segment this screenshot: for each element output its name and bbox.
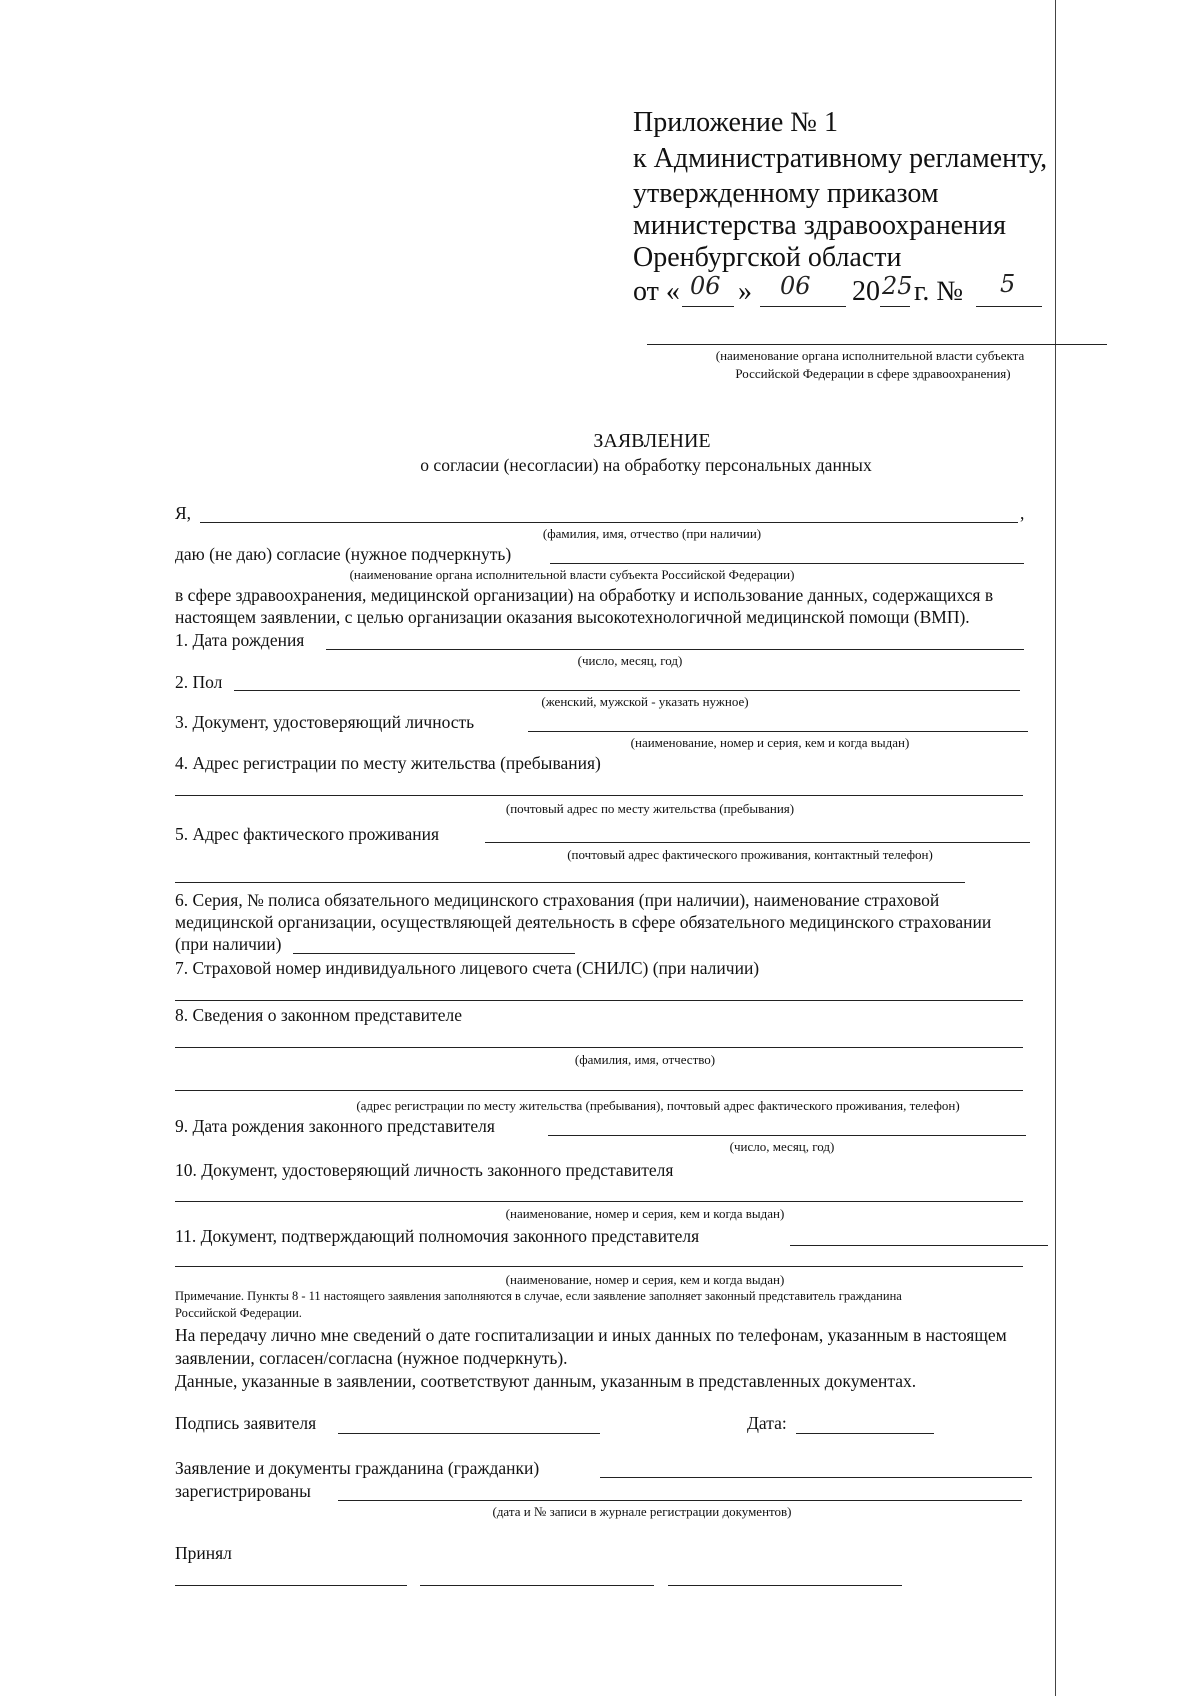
id-document-label: 3. Документ, удостоверяющий личность (175, 712, 475, 732)
appendix-line-2: к Административному регламенту, (633, 143, 1048, 174)
page-edge-line (1055, 0, 1056, 1696)
sex-label: 2. Пол (175, 672, 223, 692)
note-line-2: Российской Федерации. (175, 1306, 302, 1320)
handwritten-day: 06 (690, 272, 721, 300)
representative-birthdate-line[interactable] (548, 1135, 1026, 1136)
appendix-line-5: Оренбургской области (633, 242, 902, 273)
id-document-line[interactable] (528, 731, 1028, 732)
snils-label: 7. Страховой номер индивидуального лицевого счета (СНИЛС) (при наличии) (175, 958, 760, 978)
registered-caption: (дата и № записи в журнале регистрации документов) (492, 1504, 792, 1519)
representative-address-caption: (адрес регистрации по месту жительства (пребывания), почтовый адрес фактического проживания, телефон) (356, 1098, 960, 1113)
fio-caption: (фамилия, имя, отчество (при наличии) (542, 526, 762, 541)
representative-name-caption: (фамилия, имя, отчество) (574, 1052, 716, 1067)
appendix-line-3: утвержденному приказом (633, 178, 939, 209)
accepted-label: Принял (175, 1543, 232, 1563)
handwritten-month: 06 (780, 272, 811, 300)
policy-text-2: медицинской организации, осуществляющей деятельность в сфере обязательного медицинского страховании (175, 912, 992, 932)
actual-address-label: 5. Адрес фактического проживания (175, 824, 439, 844)
consent-line[interactable] (550, 563, 1024, 564)
handwritten-number: 5 (1000, 270, 1016, 298)
fio-line[interactable] (200, 522, 1018, 523)
appendix-line-1: Приложение № 1 (633, 107, 838, 138)
transfer-consent-2: заявлении, согласен/согласна (нужное подчеркнуть). (175, 1348, 568, 1368)
addressee-line (647, 344, 1107, 345)
id-document-caption: (наименование, номер и серия, кем и когда выдан) (630, 735, 910, 750)
representative-birthdate-label: 9. Дата рождения законного представителя (175, 1116, 495, 1136)
representative-id-line[interactable] (175, 1201, 1023, 1202)
consent-label: даю (не даю) согласие (нужное подчеркнуть) (175, 544, 512, 564)
policy-line[interactable] (293, 953, 575, 954)
date-mid: » (738, 276, 752, 307)
representative-authority-line-1[interactable] (790, 1245, 1048, 1246)
transfer-consent-1: На передачу лично мне сведений о дате госпитализации и иных данных по телефонам, указанным в настоящем (175, 1325, 1007, 1345)
consent-text-1: в сфере здравоохранения, медицинской организации) на обработку и использование данных, содержащихся в (175, 585, 994, 605)
policy-text-3: (при наличии) (175, 934, 282, 954)
sex-line[interactable] (234, 690, 1020, 691)
year-suffix: г. № (914, 276, 964, 307)
registered-label-2: зарегистрированы (175, 1481, 311, 1501)
representative-id-caption: (наименование, номер и серия, кем и когда выдан) (505, 1206, 785, 1221)
ya-comma: , (1020, 503, 1025, 523)
accepted-line-1[interactable] (175, 1585, 407, 1586)
representative-birthdate-caption: (число, месяц, год) (729, 1139, 835, 1154)
date-prefix: от « (633, 276, 680, 307)
representative-name-line[interactable] (175, 1047, 1023, 1048)
birthdate-line[interactable] (326, 649, 1024, 650)
accepted-line-3[interactable] (668, 1585, 902, 1586)
registered-line-1[interactable] (600, 1477, 1032, 1478)
document-subtitle: о согласии (несогласии) на обработку персональных данных (420, 455, 872, 475)
registration-address-label: 4. Адрес регистрации по месту жительства (пребывания) (175, 753, 601, 773)
signature-label: Подпись заявителя (175, 1413, 317, 1433)
policy-text-1: 6. Серия, № полиса обязательного медицинского страхования (при наличии), наименование страховой (175, 890, 940, 910)
actual-address-caption: (почтовый адрес фактического проживания, контактный телефон) (567, 847, 933, 862)
addressee-caption-2: Российской Федерации в сфере здравоохранения) (735, 366, 1011, 381)
ya-label: Я, (175, 503, 192, 523)
note-line-1: Примечание. Пункты 8 - 11 настоящего заявления заполняются в случае, если заявление заполняет законный представитель гражданина (175, 1289, 902, 1303)
appendix-line-4: министерства здравоохранения (633, 210, 1006, 241)
actual-address-line-2[interactable] (175, 882, 965, 883)
consent-text-2: настоящем заявлении, с целью организации оказания высокотехнологичной медицинской помощи (ВМП). (175, 607, 970, 627)
data-match-statement: Данные, указанные в заявлении, соответствуют данным, указанным в представленных документах. (175, 1371, 917, 1391)
registered-line-2[interactable] (338, 1500, 1022, 1501)
date-line[interactable] (796, 1433, 934, 1434)
registration-address-caption: (почтовый адрес по месту жительства (пребывания) (505, 801, 795, 816)
document-title: ЗАЯВЛЕНИЕ (593, 430, 711, 452)
year-prefix: 20 (852, 276, 880, 307)
representative-authority-label: 11. Документ, подтверждающий полномочия законного представителя (175, 1226, 700, 1246)
addressee-caption-1: (наименование органа исполнительной власти субъекта (715, 348, 1025, 363)
representative-address-line[interactable] (175, 1090, 1023, 1091)
representative-id-label: 10. Документ, удостоверяющий личность законного представителя (175, 1160, 674, 1180)
registration-address-line[interactable] (175, 795, 1023, 796)
birthdate-caption: (число, месяц, год) (577, 653, 683, 668)
actual-address-line-1[interactable] (485, 842, 1030, 843)
accepted-line-2[interactable] (420, 1585, 654, 1586)
representative-label: 8. Сведения о законном представителе (175, 1005, 462, 1025)
registered-label-1: Заявление и документы гражданина (гражданки) (175, 1458, 540, 1478)
birthdate-label: 1. Дата рождения (175, 630, 305, 650)
sex-caption: (женский, мужской - указать нужное) (541, 694, 749, 709)
signature-line[interactable] (338, 1433, 600, 1434)
snils-line[interactable] (175, 1000, 1023, 1001)
date-label: Дата: (747, 1413, 787, 1433)
handwritten-year: 25 (882, 272, 913, 300)
representative-authority-line-2[interactable] (175, 1266, 1023, 1267)
organ-caption: (наименование органа исполнительной власти субъекта Российской Федерации) (349, 567, 795, 582)
representative-authority-caption: (наименование, номер и серия, кем и когда выдан) (505, 1272, 785, 1287)
